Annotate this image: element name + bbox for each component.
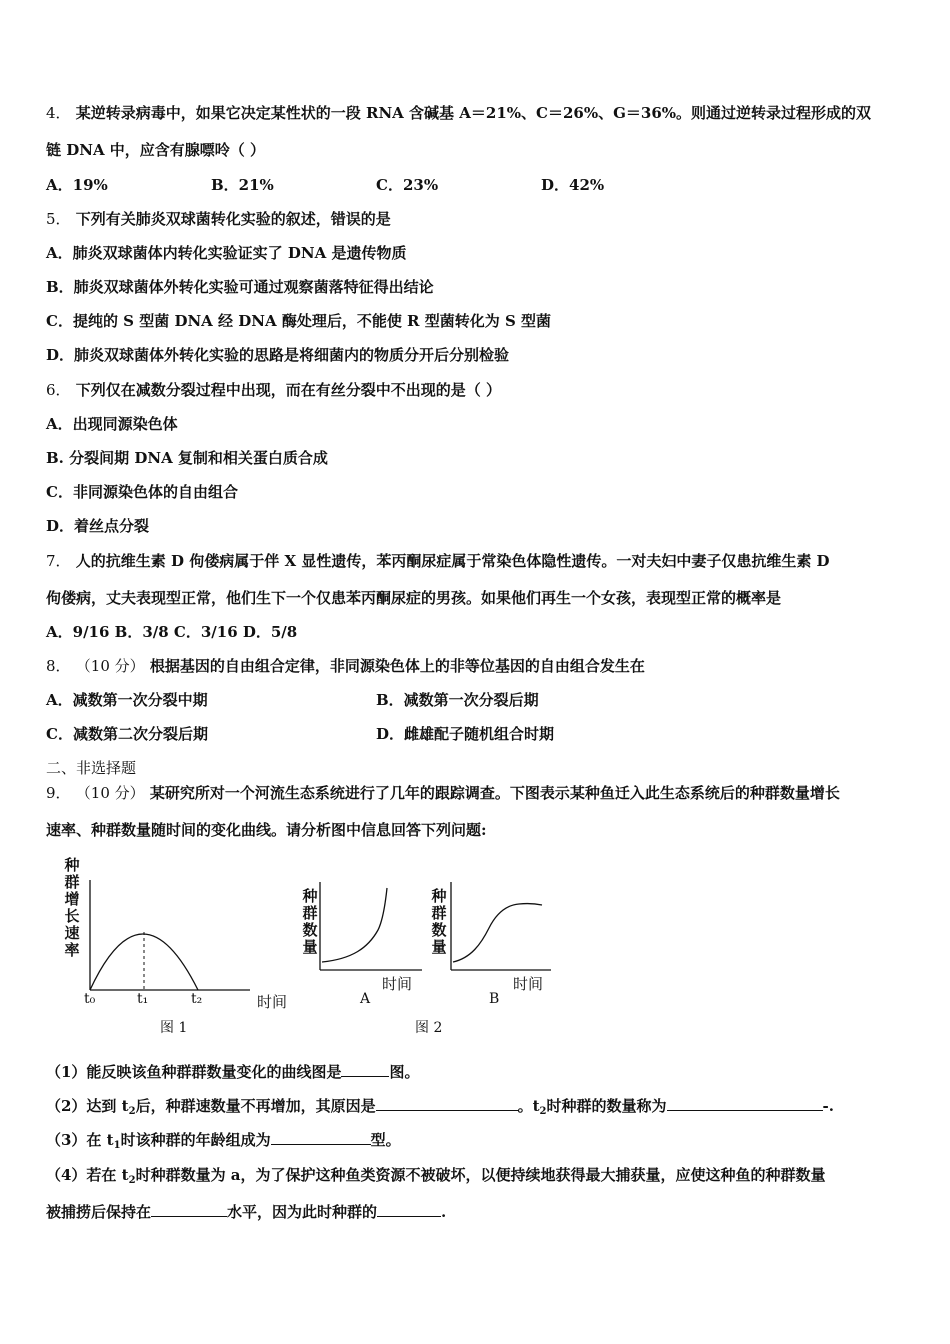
q7-line1 [46,551,830,571]
q8-number: 8． [46,657,71,675]
q4-stem-line2: 链 DNA 中，应含有腺嘌呤（ ） [46,141,266,159]
q6-option-c[interactable]: C．非同源染色体的自由组合 [46,483,238,501]
q9-sub4-tail: . [441,1203,447,1221]
q9-sub2 [46,1096,834,1122]
q5-stem-line [46,209,391,229]
q6-stem: 下列仅在减数分裂过程中出现，而在有丝分裂中不出现的是（ ） [75,381,502,399]
q5-option-a[interactable]: A．肺炎双球菌体内转化实验证实了 DNA 是遗传物质 [46,244,407,262]
fig2-caption: 图 2 [415,1020,443,1036]
q9-sub2-text: （2）达到 t [46,1097,129,1115]
q8-score: （10 分） [75,657,145,675]
fig1-ylabel: 种群增长速率 [64,856,80,959]
q9-sub2-text4: 时种群的数量称为 [546,1097,667,1115]
q9-sub2-text3: 。t [517,1097,540,1115]
q8-option-c[interactable]: C．减数第二次分裂后期 [46,725,208,743]
q8-stem-line [46,656,645,676]
fig2a-ylabel: 种群数量 [302,887,318,956]
fig2b-label: B [489,991,500,1007]
fig1-tick-t0: t₀ [84,991,96,1007]
q9-sub2-blank1[interactable] [376,1096,518,1111]
q4-number: 4． [46,104,71,122]
fig1-tick-t1: t₁ [137,991,149,1007]
q9-sub3-text: （3）在 t [46,1131,114,1149]
q9-sub4-text3: 被捕捞后保持在 [46,1203,152,1221]
q8-stem: 根据基因的自由组合定律，非同源染色体上的非等位基因的自由组合发生在 [149,657,645,675]
q9-sub4-text4: 水平，因为此时种群的 [227,1203,378,1221]
q9-sub1-tail: 图。 [389,1063,420,1081]
q9-sub4-text2: 时种群数量为 a，为了保护这种鱼类资源不被破坏，以便持续地获得最大捕获量，应使这种鱼的种群数量 [135,1166,826,1184]
q9-sub3-text2: 时该种群的年龄组成为 [120,1131,271,1149]
q9-score: （10 分） [75,784,145,802]
fig2a-chart [316,882,426,977]
q7-stem-line1: 人的抗维生素 D 佝偻病属于伴 X 显性遗传，苯丙酮尿症属于常染色体隐性遗传。一对夫妇中妻子仅患抗维生素 D [75,552,830,570]
q9-sub3-subscript: 1 [113,1140,121,1151]
q7-stem-line2: 佝偻病，丈夫表现型正常，他们生下一个仅患苯丙酮尿症的男孩。如果他们再生一个女孩，表现型正常的概率是 [46,589,782,607]
fig2a-label: A [360,991,371,1007]
q5-option-d[interactable]: D．肺炎双球菌体外转化实验的思路是将细菌内的物质分开后分别检验 [46,346,510,364]
q6-option-d[interactable]: D．着丝点分裂 [46,517,150,535]
q6-stem-line [46,380,501,400]
q5-stem: 下列有关肺炎双球菌转化实验的叙述，错误的是 [75,210,391,228]
q9-sub1-blank[interactable] [341,1062,389,1077]
q9-sub2-subscript1: 2 [128,1106,136,1117]
fig1-xlabel: 时间 [257,993,288,1011]
q5-option-b[interactable]: B．肺炎双球菌体外转化实验可通过观察菌落特征得出结论 [46,278,434,296]
q7-number: 7． [46,552,71,570]
q8-option-b[interactable]: B．减数第一次分裂后期 [376,691,539,709]
q9-sub1 [46,1062,419,1082]
fig2b-s-curve [453,904,542,962]
q9-sub4-blank2[interactable] [377,1202,441,1217]
q7-options[interactable]: A．9/16 B．3/8 C．3/16 D．5/8 [46,623,298,641]
q9-sub4-line1 [46,1165,826,1191]
q9-sub1-text: （1）能反映该鱼种群群数量变化的曲线图是 [46,1063,342,1081]
fig2a-j-curve [322,888,387,962]
q5-option-c[interactable]: C．提纯的 S 型菌 DNA 经 DNA 酶处理后，不能使 R 型菌转化为 S 型菌 [46,312,552,330]
q4-option-d[interactable]: D．42% [541,176,605,194]
section-heading-nonchoice: 二、非选择题 [46,759,137,777]
fig2a-xlabel: 时间 [382,975,413,993]
q6-number: 6． [46,381,71,399]
fig1-tick-t2: t₂ [191,991,203,1007]
q9-sub4-line2 [46,1202,446,1222]
q9-sub4-subscript: 2 [128,1175,136,1186]
q9-sub2-text2: 后，种群速数量不再增加，其原因是 [135,1097,376,1115]
fig2b-xlabel: 时间 [513,975,544,993]
q4-option-b[interactable]: B．21% [211,176,274,194]
q9-stem-line1: 某研究所对一个河流生态系统进行了几年的跟踪调查。下图表示某种鱼迁入此生态系统后的种群数量增长 [149,784,840,802]
q9-sub3-blank[interactable] [271,1130,371,1145]
fig1-caption: 图 1 [160,1020,188,1036]
q4-option-c[interactable]: C．23% [376,176,439,194]
fig1-chart [80,880,310,1000]
q9-sub3 [46,1130,401,1156]
q6-option-b[interactable]: B. 分裂间期 DNA 复制和相关蛋白质合成 [46,449,328,467]
q9-sub2-blank2[interactable] [667,1096,823,1111]
q8-option-a[interactable]: A．减数第一次分裂中期 [46,691,208,709]
q9-number: 9． [46,784,71,802]
q4-stem-line1: 某逆转录病毒中，如果它决定某性状的一段 RNA 含碱基 A＝21%、C＝26%、G＝36%。则通过逆转录过程形成的双 [75,104,872,122]
q9-stem-line2: 速率、种群数量随时间的变化曲线。请分析图中信息回答下列问题: [46,821,487,839]
q9-sub2-tail: -. [822,1097,834,1115]
fig2b-chart [447,882,557,977]
q9-line1 [46,783,840,803]
q6-option-a[interactable]: A．出现同源染色体 [46,415,178,433]
q4-option-a[interactable]: A．19% [46,176,108,194]
q4-line1 [46,103,871,123]
q9-sub4-text: （4）若在 t [46,1166,129,1184]
q9-sub3-tail: 型。 [370,1131,401,1149]
q5-number: 5． [46,210,71,228]
q9-sub4-blank1[interactable] [151,1202,227,1217]
q8-option-d[interactable]: D．雌雄配子随机组合时期 [376,725,555,743]
q9-sub2-subscript2: 2 [539,1106,547,1117]
fig2b-ylabel: 种群数量 [431,887,447,956]
